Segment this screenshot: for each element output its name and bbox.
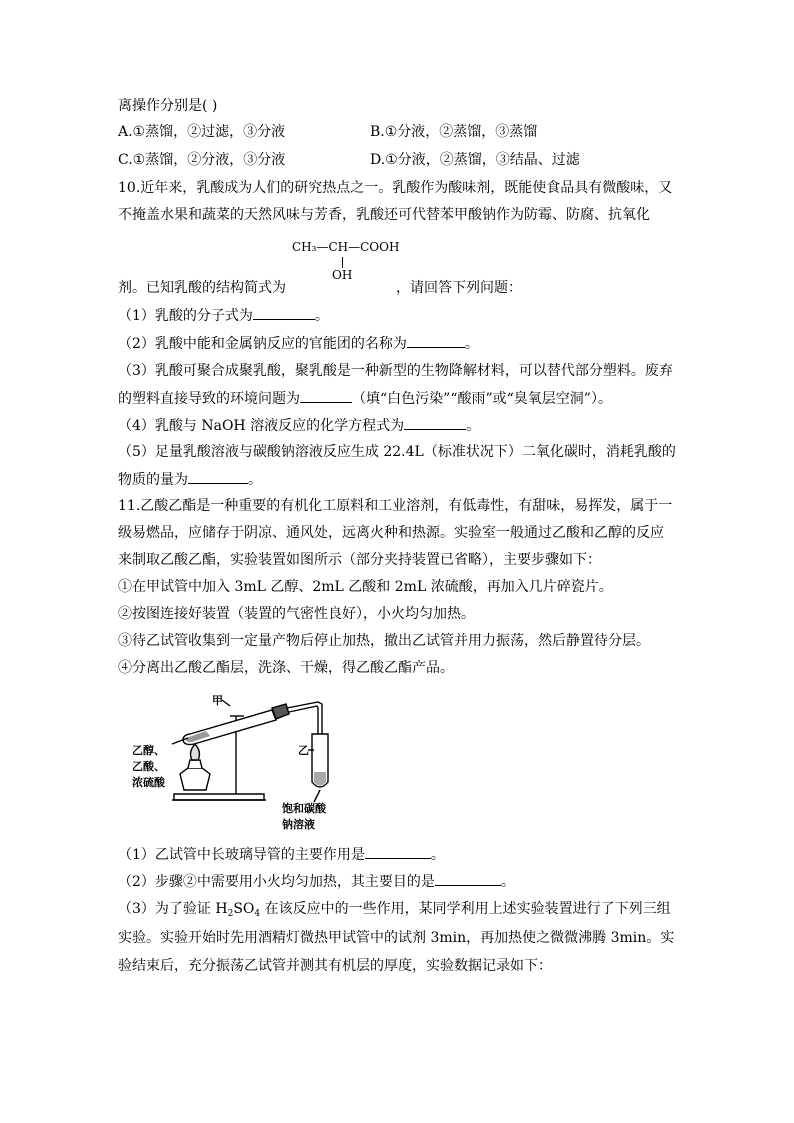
q11-step3: ③待乙试管收集到一定量产物后停止加热，撤出乙试管并用力振荡，然后静置待分层。 bbox=[118, 633, 650, 649]
q11-sub3-line1 bbox=[118, 899, 671, 919]
q11-sub1-end: 。 bbox=[430, 847, 445, 863]
q10-stem-line3-b: ，请回答下列问题： bbox=[396, 280, 522, 296]
q10-stem-line1: 10.近年来，乳酸成为人们的研究热点之一。乳酸作为酸味剂，既能使食品具有微酸味，又 bbox=[118, 180, 673, 196]
q10-stem-line3 bbox=[118, 278, 522, 298]
formula-main-chain: CH₃—CH—COOH bbox=[292, 240, 400, 254]
q9-option-b: B.①分液，②蒸馏，③蒸馏 bbox=[370, 124, 538, 140]
q10-stem-line2: 不掩盖水果和蔬菜的天然风味与芳香，乳酸还可代替苯甲酸钠作为防霉、防腐、抗氧化 bbox=[118, 207, 650, 223]
q11-sub3-post: 在该反应中的一些作用，某同学利用上述实验装置进行了下列三组 bbox=[260, 901, 671, 917]
q9-option-a: A.①蒸馏，②过滤，③分液 bbox=[118, 124, 286, 140]
q10-sub3-line2 bbox=[118, 388, 612, 409]
label-reagent-1: 乙醇、 bbox=[132, 744, 165, 757]
q11-sub1-text: （1）乙试管中长玻璃导管的主要作用是 bbox=[118, 847, 365, 863]
answer-blank[interactable] bbox=[404, 415, 466, 430]
q10-sub3-line1: （3）乳酸可聚合成聚乳酸，聚乳酸是一种新型的生物降解材料，可以替代部分塑料。废弃 bbox=[118, 363, 673, 379]
q11-stem-line2: 级易燃品，应储存于阴凉、通风处，远离火种和热源。实验室一般通过乙酸和乙醇的反应 bbox=[118, 525, 664, 541]
answer-blank[interactable] bbox=[300, 388, 352, 403]
q11-step1: ①在甲试管中加入 3mL 乙醇、2mL 乙酸和 2mL 浓硫酸，再加入几片碎瓷片。 bbox=[118, 579, 613, 595]
q11-step2: ②按图连接好装置（装置的气密性良好），小火均匀加热。 bbox=[118, 606, 475, 622]
answer-blank[interactable] bbox=[253, 305, 315, 320]
label-collector-2: 钠溶液 bbox=[282, 818, 315, 831]
q10-sub2-text: （2）乳酸中能和金属钠反应的官能团的名称为 bbox=[118, 336, 407, 352]
q10-sub5-line2 bbox=[118, 469, 262, 490]
q10-stem-line3-a: 剂。已知乳酸的结构简式为 bbox=[118, 280, 286, 296]
q10-sub2 bbox=[118, 333, 479, 354]
label-reagent-2: 乙酸、 bbox=[132, 760, 165, 773]
q11-sub3-line3: 验结束后，充分振荡乙试管并测其有机层的厚度，实验数据记录如下： bbox=[118, 958, 552, 974]
formula-bond bbox=[342, 257, 343, 268]
subscript-4: 4 bbox=[254, 909, 261, 919]
label-tube-yi: 乙 bbox=[298, 744, 309, 757]
answer-blank[interactable] bbox=[365, 844, 431, 859]
q10-sub5-line1: （5）足量乳酸溶液与碳酸钠溶液反应生成 22.4L（标准状况下）二氧化碳时，消耗乳酸的 bbox=[118, 444, 676, 460]
answer-blank[interactable] bbox=[435, 871, 501, 886]
q11-sub2-end: 。 bbox=[500, 874, 515, 890]
q11-sub3-mid: SO bbox=[233, 901, 255, 917]
q11-sub2-text: （2）步骤②中需要用小火均匀加热，其主要目的是 bbox=[118, 874, 435, 890]
answer-blank[interactable] bbox=[188, 469, 248, 484]
q11-sub2 bbox=[118, 871, 515, 892]
q10-sub1-end: 。 bbox=[314, 308, 329, 324]
q10-sub4-end: 。 bbox=[466, 418, 481, 434]
q9-option-c: C.①蒸馏，②分液，③分液 bbox=[118, 152, 286, 168]
subscript-2: 2 bbox=[227, 909, 234, 919]
q10-sub1 bbox=[118, 305, 329, 326]
q11-step4: ④分离出乙酸乙酯层，洗涤、干燥，得乙酸乙酯产品。 bbox=[118, 660, 454, 676]
q10-sub3-text: 的塑料直接导致的环境问题为 bbox=[118, 391, 300, 407]
label-reagent-3: 浓硫酸 bbox=[132, 776, 165, 789]
q10-sub4-text: （4）乳酸与 NaOH 溶液反应的化学方程式为 bbox=[118, 418, 405, 434]
ethyl-acetate-apparatus-figure bbox=[132, 694, 354, 834]
q10-sub3-end: （填“白色污染”“酸雨”或“臭氧层空洞”）。 bbox=[352, 391, 612, 407]
label-collector-1: 饱和碳酸 bbox=[282, 802, 326, 815]
label-tube-jia: 甲 bbox=[212, 694, 223, 707]
q9-option-d: D.①分液，②蒸馏，③结晶、过滤 bbox=[370, 152, 580, 168]
q10-sub1-text: （1）乳酸的分子式为 bbox=[118, 308, 253, 324]
q10-sub4 bbox=[118, 415, 480, 436]
formula-oh-group: OH bbox=[332, 268, 353, 282]
q11-sub1 bbox=[118, 844, 445, 865]
q10-sub5-text: 物质的量为 bbox=[118, 472, 188, 488]
q9-stem-tail: 离操作分别是( ) bbox=[118, 98, 218, 114]
q10-sub2-end: 。 bbox=[464, 336, 479, 352]
answer-blank[interactable] bbox=[407, 333, 465, 348]
q11-sub3-pre: （3）为了验证 H bbox=[118, 901, 228, 917]
q11-stem-line3: 来制取乙酸乙酯，实验装置如图所示（部分夹持装置已省略），主要步骤如下： bbox=[118, 552, 601, 568]
q11-stem-line1: 11.乙酸乙酯是一种重要的有机化工原料和工业溶剂，有低毒性，有甜味，易挥发，属于一 bbox=[118, 498, 673, 514]
q10-sub5-end: 。 bbox=[248, 472, 262, 488]
q11-sub3-line2: 实验。实验开始时先用酒精灯微热甲试管中的试剂 3min，再加热使之微微沸腾 3min。实 bbox=[118, 930, 675, 946]
